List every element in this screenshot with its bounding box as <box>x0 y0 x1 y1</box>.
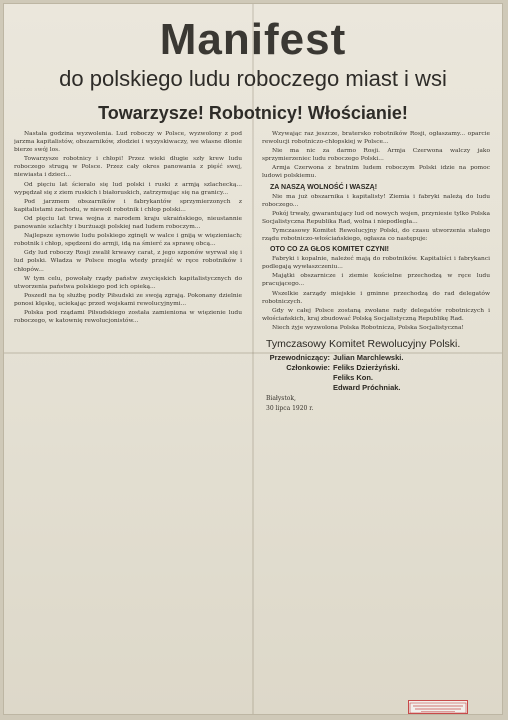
manifesto-title: Manifest <box>159 15 347 64</box>
paragraph: Armja Czerwona z bratnim ludem roboczym Polski idzie na pomoc ludowi polskiemu. <box>262 165 490 180</box>
paragraph: Gdy lud roboczy Rosji zwalił krwawy carat, z jego szponów wyrwał się i lud polski. Władza w Polsce mogła wtedy przejść w ręce robotników i chłopów... <box>14 250 242 273</box>
date-label: 30 lipca 1920 r. <box>266 404 314 412</box>
paragraph: Pod jarzmem obszarników i fabrykantów sprzymierzonych z kapitalistami zachodu, w niewoli robotnik i chłop polski... <box>14 198 242 213</box>
chair-row <box>262 353 490 363</box>
members-row <box>262 373 490 383</box>
paragraph: Poszedł na tę służbę podły Piłsudski ze swoją zgrają. Pokonany dzielnie ponosi klęskę, uciekając przed wojskami rewolucyjnymi... <box>14 292 242 307</box>
paragraph: Gdy w całej Polsce zostaną zwołane rady delegatów robotniczych i włościańskich, kraj zbudować Polską Socjalistyczną Republikę Rad. <box>262 307 490 322</box>
section-heading: ZA NASZĄ WOLNOŚĆ I WASZĄ! <box>270 183 378 191</box>
chair-name: Julian Marchlewski. <box>333 352 404 362</box>
paragraph: Fabryki i kopalnie, należeć mają do robotników. Kapitaliści i fabrykanci podlegają wywłaszczeniu... <box>262 256 490 271</box>
paragraph: Majątki obszarnicze i ziemie kościelne przechodzą w ręce ludu pracującego... <box>262 273 490 288</box>
paragraph: W tym celu, powołały rządy państw zwycięskich kapitalistycznych do utworzenia państwa polskiego pod ich opieką... <box>14 275 242 290</box>
paragraph: Niech żyje wyzwolona Polska Robotnicza, Polska Socjalistyczna! <box>272 324 464 331</box>
manifesto-slogan: Towarzysze! Robotnicy! Włościanie! <box>98 103 408 123</box>
paragraph: Najlepsze synowie ludu polskiego zginęli w walce i gniją w więzieniach; robotnik i chłop, spędzeni do armji, idą na śmierć za sprawę obcą... <box>14 233 242 248</box>
member-name: Edward Próchniak. <box>333 382 401 392</box>
archive-stamp <box>408 700 468 714</box>
paragraph: Nie ma nic za darmo Rosji. Armja Czerwona walczy jako sprzymierzeniec ludu roboczego Polski... <box>262 148 490 163</box>
members-row <box>262 383 490 393</box>
manifesto-subtitle: do polskiego ludu roboczego miast i wsi <box>59 66 447 91</box>
members-label: Członkowie: <box>286 362 330 372</box>
right-text-column <box>262 130 490 700</box>
member-name: Feliks Kon. <box>333 372 374 382</box>
paragraph: Pokój trwały, gwarantujący lud od nowych wojen, przyniesie tylko Polska Socjalistyczna Republika Rad, wolna i niepodległa... <box>262 210 490 225</box>
members-row <box>262 363 490 373</box>
stamp-mark-icon <box>409 702 467 714</box>
paragraph: Nie ma już obszarnika i kapitalisty! Ziemia i fabryki należą do ludu roboczego... <box>262 193 490 208</box>
paragraph: Wzywając raz jeszcze, bratersko robotników Rosji, ogłaszamy... oparcie rewolucji robotniczo-chłopskiej w Polsce... <box>262 131 490 146</box>
member-name: Feliks Dzierżyński. <box>333 362 400 372</box>
chair-label: Przewodniczący: <box>269 352 330 362</box>
left-text-column <box>14 130 242 700</box>
paragraph: Nastała godzina wyzwolenia. Lud roboczy w Polsce, wyzwolony z pod jarzma kapitalistów, obszarników, złodziei i wyzyskiwaczy, we własne dłonie bierze swój los. <box>14 131 242 154</box>
paragraph: Od pięciu lat ścieralo się lud polski i ruski z armją szlachecką... wypędzał się z ziem ruskich i białoruskich, zatrzymując się na granicy... <box>14 181 242 196</box>
paragraph: Polska pod rządami Piłsudskiego została zamieniona w więzienie ludu roboczego, w katownię rewolucjonistów... <box>14 309 242 325</box>
place-label: Białystok, <box>266 394 296 402</box>
paragraph: Wszelkie zarządy miejskie i gminne przechodzą do rad delegatów robotniczych. <box>262 290 490 305</box>
manifesto-sheet <box>4 4 502 714</box>
paragraph: Od pięciu lat trwa wojna z narodem kraju ukraińskiego, nieustannie panowanie szlachty i burżuazji polskiej nad ludem roboczym... <box>14 215 242 231</box>
committee-name: Tymczasowy Komitet Rewolucyjny Polski. <box>266 337 461 350</box>
paragraph: Tymczasowy Komitet Rewolucyjny Polski, do czasu utworzenia stałego rządu robotniczo-włościańskiego, ogłasza co następuje: <box>262 227 490 243</box>
section-heading: OTO CO ZA GŁOS KOMITET CZYNI! <box>270 246 389 254</box>
paragraph: Towarzysze robotnicy i chłopi! Przez wieki długie szły krew ludu roboczego strugą w Polsce. Przez cały okres panowania z pięść swej, niewiasta i dzieci... <box>14 156 242 179</box>
